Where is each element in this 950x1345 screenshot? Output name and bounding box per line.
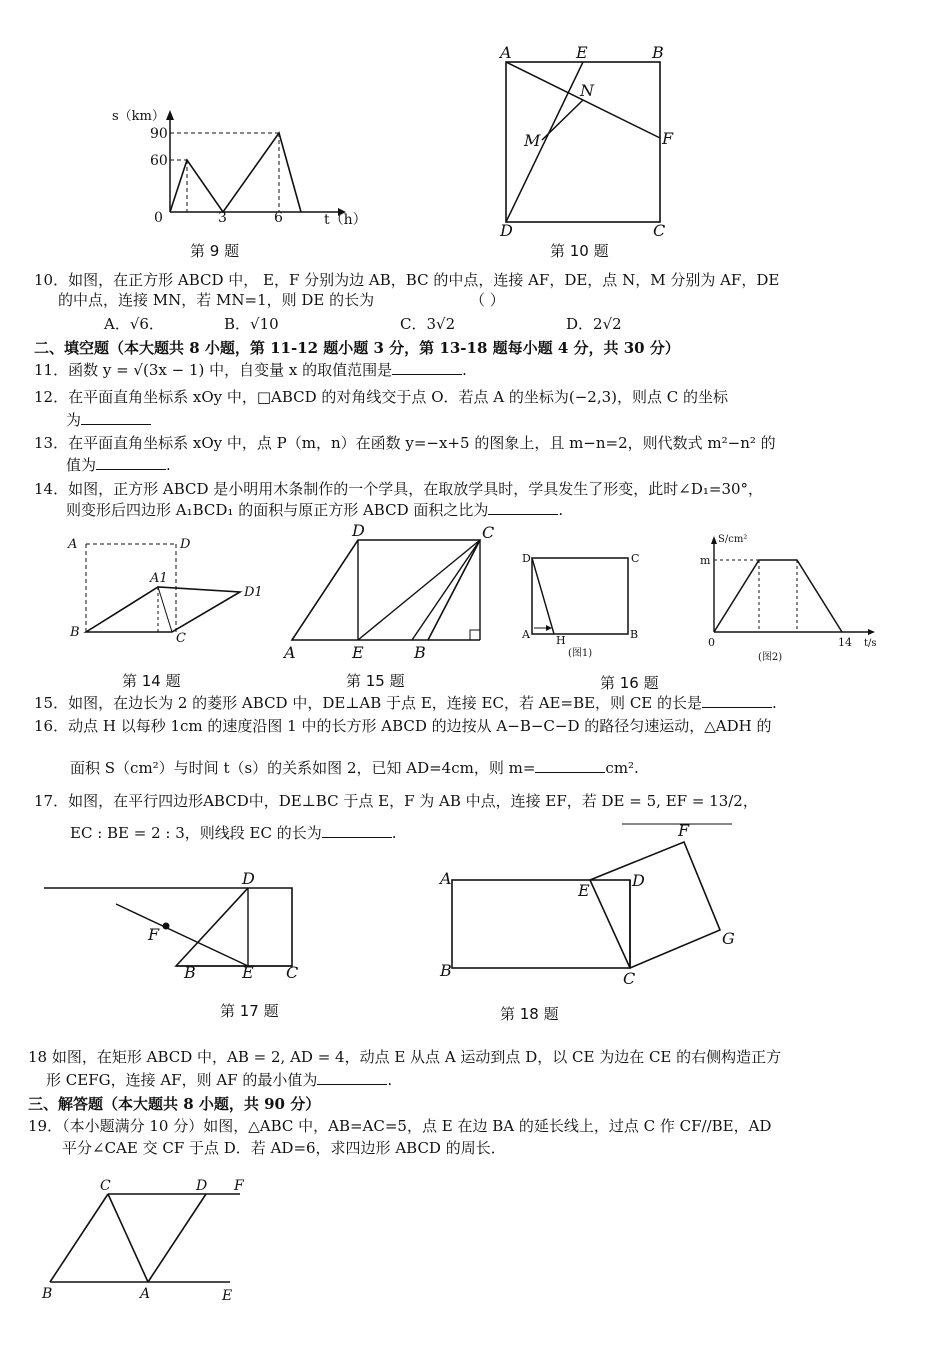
fig19-label-C: C bbox=[100, 1178, 111, 1194]
fig16-figure2 bbox=[692, 532, 882, 662]
fig9-ytick-60: 60 bbox=[150, 153, 168, 169]
fig17-label-D: D bbox=[242, 869, 255, 888]
fig15-diagram bbox=[280, 521, 500, 664]
q13-blank bbox=[96, 469, 166, 470]
q19-line2: 平分∠CAE 交 CF 于点 D．若 AD=6，求四边形 ABCD 的周长． bbox=[62, 1139, 506, 1157]
fig19-label-A: A bbox=[140, 1286, 151, 1302]
fig15-label-A: A bbox=[284, 643, 296, 662]
q12-label2: 为 bbox=[66, 411, 82, 429]
q10-option-b: B．√10 bbox=[224, 315, 279, 333]
fig14-label-C: C bbox=[176, 631, 186, 646]
section2-heading: 二、填空题（本大题共 8 小题，第 11-12 题小题 3 分，第 13-18 题每小题 4 分，共 30 分） bbox=[34, 339, 680, 357]
q16-blank bbox=[535, 772, 605, 773]
q16-line2 bbox=[70, 758, 639, 778]
fig19-label-D: D bbox=[196, 1178, 208, 1194]
q16-label2: 面积 S（cm²）与时间 t（s）的关系如图 2，已知 AD=4cm，则 m= bbox=[70, 759, 536, 777]
fig18-label-E: E bbox=[578, 881, 590, 900]
q13-line2: 值为 . bbox=[66, 456, 171, 474]
fig16-label-D: D bbox=[522, 552, 531, 565]
fig18-diagram bbox=[436, 820, 756, 990]
fig17-label-F: F bbox=[148, 925, 160, 944]
fig16-label-C: C bbox=[631, 552, 640, 565]
q15-label: 15．如图，在边长为 2 的菱形 ABCD 中，DE⊥AB 于点 E，连接 EC，若 AE=BE，则 CE 的长是 bbox=[34, 694, 703, 712]
fig10-label-D: D bbox=[500, 221, 513, 240]
fig16-ylabel: S/cm² bbox=[718, 534, 748, 545]
fig16-sub1: (图1) bbox=[568, 648, 593, 659]
fig9-xtick-6: 6 bbox=[274, 210, 283, 226]
fig16-caption: 第 16 题 bbox=[600, 674, 659, 692]
fig18-label-G: G bbox=[722, 929, 735, 948]
q15-blank bbox=[702, 707, 772, 708]
fig14-label-D1: D1 bbox=[244, 585, 263, 600]
q10-option-a: A．√6． bbox=[104, 315, 164, 333]
fig19-diagram bbox=[40, 1176, 260, 1306]
fig16-label-A: A bbox=[522, 628, 530, 641]
fig15-label-D: D bbox=[352, 521, 365, 540]
q17-line2: EC : BE = 2 : 3，则线段 EC 的长为 . bbox=[70, 824, 397, 842]
fig14-label-A1: A1 bbox=[150, 571, 168, 586]
fig10-square bbox=[490, 40, 690, 240]
fig16-label-B: B bbox=[630, 628, 639, 641]
fig18-label-F: F bbox=[678, 821, 690, 840]
q19-line1: 19．（本小题满分 10 分）如图，△ABC 中，AB=AC=5，点 E 在边 BA 的延长线上，过点 C 作 CF//BE，AD bbox=[28, 1117, 772, 1135]
q11-blank bbox=[392, 374, 462, 375]
fig9-caption: 第 9 题 bbox=[190, 242, 240, 260]
section3-heading: 三、解答题（本大题共 8 小题，共 90 分） bbox=[28, 1095, 321, 1113]
fig10-label-A: A bbox=[500, 43, 512, 62]
fig10-label-M: M bbox=[524, 131, 541, 150]
fig14-diagram bbox=[62, 530, 272, 650]
q18-line1: 18 如图，在矩形 ABCD 中，AB = 2, AD = 4，动点 E 从点 A 运动到点 D，以 CE 为边在 CE 的右侧构造正方 bbox=[28, 1048, 782, 1066]
fig10-label-F: F bbox=[662, 129, 674, 148]
fig9-xtick-0: 0 bbox=[154, 210, 163, 226]
fig16-m: m bbox=[700, 554, 711, 567]
fig19-label-E: E bbox=[222, 1288, 233, 1304]
fig17-label-E: E bbox=[242, 963, 254, 982]
fig14-label-A: A bbox=[68, 537, 78, 552]
fig18-label-B: B bbox=[440, 961, 452, 980]
fig15-label-C: C bbox=[482, 523, 495, 542]
fig9-xlabel: t（h） bbox=[324, 212, 367, 228]
q14-line2: 则变形后四边形 A₁BCD₁ 的面积与原正方形 ABCD 面积之比为 . bbox=[66, 501, 564, 519]
fig17-label-C: C bbox=[286, 963, 299, 982]
q17-label2: EC : BE = 2 : 3，则线段 EC 的长为 bbox=[70, 824, 322, 842]
q11-text: 11．函数 y = √(3x − 1) 中，自变量 x 的取值范围是 . bbox=[34, 361, 467, 379]
fig15-caption: 第 15 题 bbox=[346, 672, 405, 690]
q17-blank bbox=[322, 837, 392, 838]
q10-option-c: C．3√2 bbox=[400, 315, 456, 333]
fig18-label-A: A bbox=[440, 869, 452, 888]
fig10-label-C: C bbox=[653, 221, 666, 240]
fig19-label-B: B bbox=[42, 1286, 53, 1302]
q10-line2: 的中点，连接 MN，若 MN=1，则 DE 的长为 bbox=[58, 291, 375, 309]
q12-line2 bbox=[66, 410, 151, 430]
q15-text: 15．如图，在边长为 2 的菱形 ABCD 中，DE⊥AB 于点 E，连接 EC，若 AE=BE，则 CE 的长是 . bbox=[34, 694, 777, 712]
q18-blank bbox=[317, 1084, 387, 1085]
fig9-ylabel: s（km） bbox=[112, 109, 165, 124]
fig18-label-C: C bbox=[623, 969, 636, 988]
fig17-label-B: B bbox=[184, 963, 196, 982]
fig10-caption: 第 10 题 bbox=[550, 242, 609, 260]
fig18-caption: 第 18 题 bbox=[500, 1005, 559, 1023]
fig15-label-E: E bbox=[352, 643, 364, 662]
fig16-xtick-14: 14 bbox=[838, 636, 852, 649]
fig16-xlabel: t/s bbox=[864, 638, 877, 649]
fig14-label-B: B bbox=[70, 625, 80, 640]
q16-unit: cm². bbox=[605, 759, 639, 777]
fig14-label-D: D bbox=[180, 537, 191, 552]
q16-line1: 16．动点 H 以每秒 1cm 的速度沿图 1 中的长方形 ABCD 的边按从 A−B−C−D 的路径匀速运动，△ADH 的 bbox=[34, 717, 772, 735]
q18-line2: 形 CEFG，连接 AF，则 AF 的最小值为 . bbox=[46, 1071, 393, 1089]
fig16-label-H: H bbox=[556, 634, 566, 647]
fig14-caption: 第 14 题 bbox=[122, 672, 181, 690]
q14-label2: 则变形后四边形 A₁BCD₁ 的面积与原正方形 ABCD 面积之比为 bbox=[66, 501, 489, 519]
fig9-xtick-3: 3 bbox=[218, 210, 227, 226]
fig17-diagram bbox=[40, 868, 320, 988]
fig15-label-B: B bbox=[414, 643, 426, 662]
fig9-graph bbox=[110, 100, 370, 230]
fig18-label-D: D bbox=[632, 871, 645, 890]
fig17-caption: 第 17 题 bbox=[220, 1002, 279, 1020]
q12-line1: 12．在平面直角坐标系 xOy 中，□ABCD 的对角线交于点 O．若点 A 的坐标为(−2,3)，则点 C 的坐标 bbox=[34, 388, 729, 406]
fig10-label-B: B bbox=[652, 43, 664, 62]
fig16-xtick-0: 0 bbox=[708, 636, 715, 649]
q18-label2: 形 CEFG，连接 AF，则 AF 的最小值为 bbox=[46, 1071, 318, 1089]
q17-line1: 17．如图，在平行四边形ABCD中，DE⊥BC 于点 E，F 为 AB 中点，连接 EF，若 DE = 5, EF = 13/2， bbox=[34, 792, 758, 810]
q12-blank bbox=[81, 424, 151, 425]
fig16-sub2: (图2) bbox=[758, 652, 783, 663]
fig16-figure1 bbox=[516, 548, 646, 658]
fig19-label-F: F bbox=[234, 1178, 244, 1194]
q10-option-d: D．2√2 bbox=[566, 315, 622, 333]
fig10-label-N: N bbox=[580, 81, 594, 100]
q10-paren: （ ） bbox=[470, 291, 505, 309]
fig10-label-E: E bbox=[576, 43, 588, 62]
q13-line1: 13．在平面直角坐标系 xOy 中，点 P（m，n）在函数 y=−x+5 的图象上，且 m−n=2，则代数式 m²−n² 的 bbox=[34, 434, 776, 452]
q10-line1: 10．如图，在正方形 ABCD 中， E，F 分别为边 AB，BC 的中点，连接 AF，DE，点 N，M 分别为 AF，DE bbox=[34, 271, 780, 289]
q11-label: 11．函数 y = √(3x − 1) 中，自变量 x 的取值范围是 bbox=[34, 361, 393, 379]
fig9-ytick-90: 90 bbox=[150, 126, 168, 142]
q13-label2: 值为 bbox=[66, 456, 97, 474]
q14-line1: 14．如图，正方形 ABCD 是小明用木条制作的一个学具，在取放学具时，学具发生了形变，此时∠D₁=30°， bbox=[34, 480, 764, 498]
q14-blank bbox=[488, 514, 558, 515]
